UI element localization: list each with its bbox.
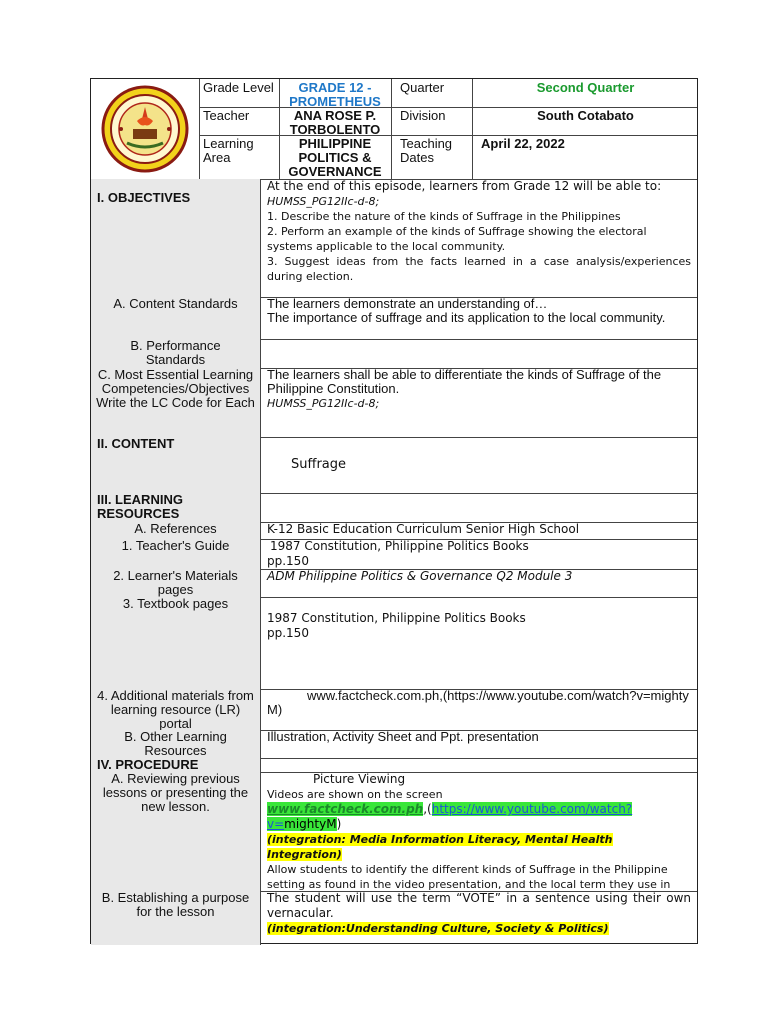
teaching-dates-value: April 22, 2022 — [481, 137, 565, 151]
content-standards-label: A. Content Standards — [113, 297, 238, 311]
additional-materials-value: www.factcheck.com.ph,(https://www.youtube.com/watch?v=mightyM) — [267, 689, 689, 717]
teaching-dates-label: Teaching Dates — [400, 137, 453, 165]
performance-standards-row — [91, 339, 697, 369]
references-value: K-12 Basic Education Curriculum Senior High School — [267, 522, 580, 536]
factcheck-link[interactable]: www.factcheck.com.ph — [267, 802, 424, 816]
content-value: Suffrage — [291, 457, 347, 472]
teacher-value: ANA ROSE P. TORBOLENTO — [289, 109, 381, 137]
purpose-row — [91, 891, 697, 945]
teacher-label: Teacher — [203, 109, 250, 123]
objective-item-2: 2. Perform an example of the kinds of Suffrage showing the electoral systems applicable to the local community. — [267, 225, 647, 253]
teachers-guide-pages: pp.150 — [267, 554, 309, 568]
learning-area-value: PHILIPPINE POLITICS & GOVERNANCE — [288, 137, 382, 179]
textbook-row — [91, 597, 697, 690]
competencies-row — [91, 368, 697, 438]
teachers-guide-value: 1987 Constitution, Philippine Politics Books — [270, 539, 529, 553]
division-label: Division — [400, 109, 446, 123]
school-seal-logo — [91, 79, 200, 179]
link-close: ) — [336, 817, 342, 831]
objectives-heading: I. OBJECTIVES — [97, 190, 191, 205]
integration-note-1 — [267, 832, 691, 862]
additional-materials-row — [91, 689, 697, 731]
grade-level-value: GRADE 12 - PROMETHEUS — [289, 81, 381, 109]
references-row — [91, 522, 697, 540]
division-value: South Cotabato — [537, 109, 634, 123]
competencies-code: HUMSS_PG12IIc-d-8; — [267, 397, 380, 410]
integration-note-2 — [267, 921, 691, 936]
learning-resources-row — [91, 493, 697, 523]
procedure-heading: IV. PROCEDURE — [97, 758, 199, 772]
header-block — [91, 79, 697, 180]
quarter-value: Second Quarter — [536, 81, 635, 95]
youtube-link[interactable]: https://www.youtube.com/watch?v= — [267, 802, 633, 831]
integration-note-2-text: (integration:Understanding Culture, Society & Politics) — [267, 922, 609, 935]
learners-materials-label: 2. Learner's Materials pages — [113, 569, 238, 597]
competencies-text: The learners shall be able to differentiate the kinds of Suffrage of the Philippine Constitution. — [267, 368, 662, 396]
learners-materials-row — [91, 569, 697, 598]
seal-icon — [91, 79, 199, 179]
objectives-intro: At the end of this episode, learners from Grade 12 will be able to: — [267, 179, 662, 193]
objectives-row — [91, 179, 697, 298]
reviewing-line1: Videos are shown on the screen — [267, 788, 443, 801]
link-separator: ,( — [423, 802, 432, 816]
reviewing-label: A. Reviewing previous lessons or presenting the new lesson. — [102, 772, 249, 814]
purpose-text: The student will use the term “VOTE” in a sentence using their own vernacular. — [267, 891, 691, 920]
content-heading: II. CONTENT — [97, 437, 175, 451]
other-resources-label: B. Other Learning Resources — [124, 730, 227, 758]
purpose-label: B. Establishing a purpose for the lesson — [101, 891, 250, 919]
teachers-guide-label: 1. Teacher's Guide — [121, 539, 230, 553]
reviewing-links — [267, 802, 691, 832]
reviewing-row — [91, 772, 697, 892]
additional-materials-label: 4. Additional materials from learning resource (LR) portal — [97, 689, 254, 730]
textbook-label: 3. Textbook pages — [122, 597, 229, 611]
integration-note-1-text: (integration: Media Information Literacy, Mental Health Integration) — [267, 833, 613, 861]
quarter-label: Quarter — [400, 81, 445, 95]
lesson-plan-document — [90, 78, 698, 944]
textbook-value: 1987 Constitution, Philippine Politics Books — [267, 611, 526, 625]
content-standards-row — [91, 297, 697, 340]
other-resources-row — [91, 730, 697, 759]
teachers-guide-row — [91, 539, 697, 570]
youtube-link-tail: mightyM — [284, 817, 337, 831]
objective-item-1: 1. Describe the nature of the kinds of Suffrage in the Philippines — [267, 210, 621, 223]
reviewing-title: Picture Viewing — [313, 772, 406, 786]
content-standards-line1: The learners demonstrate an understanding of… — [267, 297, 548, 311]
reviewing-paragraph: Allow students to identify the different kinds of Suffrage in the Philippine setting as found in the video presentation, and the local term they use in — [267, 863, 671, 891]
objectives-code: HUMSS_PG12IIc-d-8; — [267, 195, 380, 208]
competencies-label: C. Most Essential Learning Competencies/Objectives Write the LC Code for Each — [96, 368, 255, 410]
content-row — [91, 437, 697, 494]
objective-item-3: 3. Suggest ideas from the facts learned in a case analysis/experiences during election. — [267, 255, 691, 283]
other-resources-value: Illustration, Activity Sheet and Ppt. presentation — [267, 730, 539, 744]
learning-resources-heading: III. LEARNING RESOURCES — [97, 493, 183, 521]
procedure-row — [91, 758, 697, 773]
performance-standards-label: B. Performance Standards — [130, 339, 221, 367]
content-standards-line2: The importance of suffrage and its application to the local community. — [267, 310, 666, 325]
grade-level-label: Grade Level — [203, 81, 274, 95]
learning-area-label: Learning Area — [203, 137, 254, 165]
references-label: A. References — [134, 522, 217, 536]
textbook-pages: pp.150 — [267, 626, 309, 640]
learners-materials-value: ADM Philippine Politics & Governance Q2 Module 3 — [267, 569, 573, 583]
